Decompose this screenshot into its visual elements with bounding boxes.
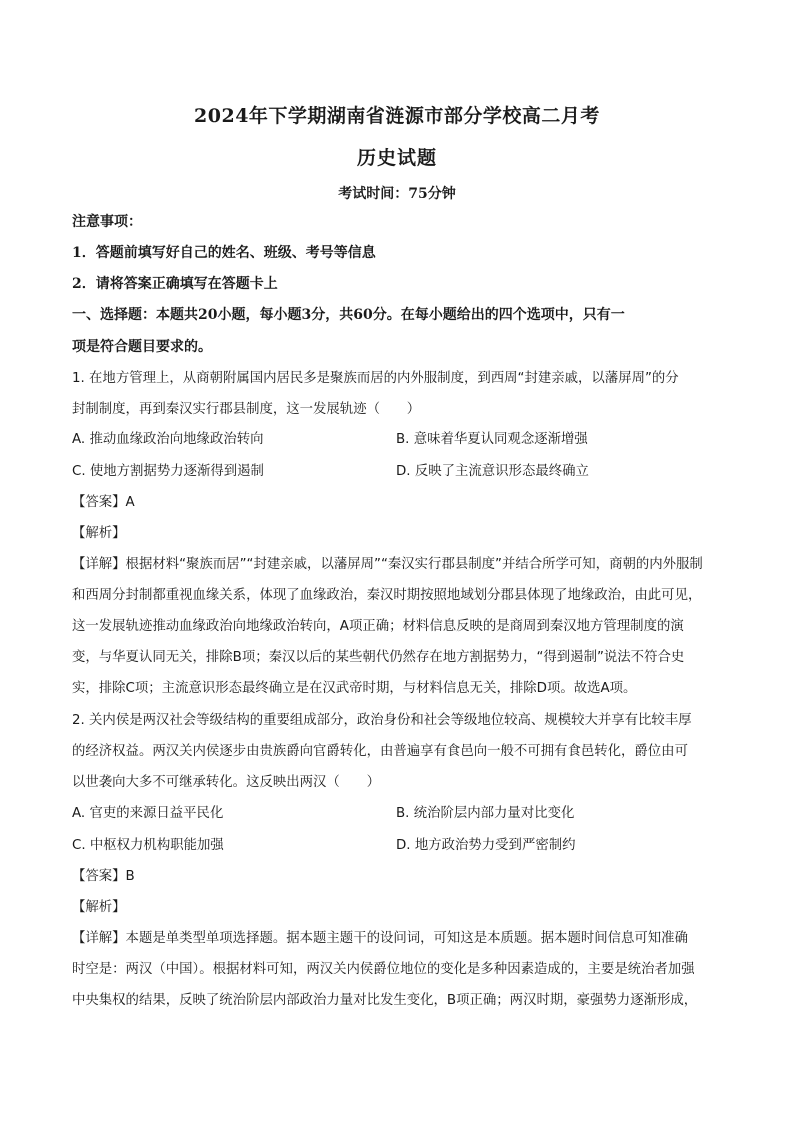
option-a: A. 官吏的来源日益平民化 [72,806,224,821]
question-stem: 2. 关内侯是两汉社会等级结构的重要组成部分，政治身份和社会等级地位较高、规模较大并享有比较丰厚 [72,713,692,728]
section-heading: 项是符合题目要求的。 [72,339,212,355]
option-d: D. 反映了主流意识形态最终确立 [396,464,589,479]
option-d: D. 地方政治势力受到严密制约 [396,838,576,853]
analysis-text: 【详解】本题是单类型单项选择题。据本题主题干的设问词，可知这是本质题。据本题时间信息可知准确 [72,931,688,946]
option-c: C. 中枢权力机构职能加强 [72,838,224,853]
analysis-text: 时空是：两汉（中国）。根据材料可知，两汉关内侯爵位地位的变化是多种因素造成的，主要是统治者加强 [72,962,695,977]
section-heading: 一、选择题：本题共20小题，每小题3分，共60分。在每小题给出的四个选项中，只有一 [72,307,625,323]
notes-item: 2．请将答案正确填写在答题卡上 [72,276,278,292]
answer: 【答案】B [72,869,135,884]
analysis-text: 中央集权的结果，反映了统治阶层内部政治力量对比发生变化，B项正确；两汉时期，豪强势力逐渐形成， [72,993,698,1008]
question-stem: 1. 在地方管理上，从商朝附属国内居民多是聚族而居的内外服制度，到西周“封建亲戚，以藩屏周”的分 [72,371,679,386]
analysis-text: 这一发展轨迹推动血缘政治向地缘政治转向，A项正确；材料信息反映的是商周到秦汉地方管理制度的演 [72,619,684,634]
option-b: B. 统治阶层内部力量对比变化 [396,806,575,821]
exam-time: 考试时间：75分钟 [338,186,456,202]
option-b: B. 意味着华夏认同观念逐渐增强 [396,432,588,447]
answer: 【答案】A [72,495,135,510]
analysis-text: 变，与华夏认同无关，排除B项；秦汉以后的某些朝代仍然存在地方割据势力，“得到遏制”说法不符合史 [72,650,685,665]
question-stem: 的经济权益。两汉关内侯逐步由贵族爵向官爵转化，由普遍享有食邑向一般不可拥有食邑转化，爵位由可 [72,744,688,759]
notes-heading: 注意事项： [72,214,142,230]
question-stem: 封制制度，再到秦汉实行郡县制度，这一发展轨迹（ ） [72,402,421,417]
notes-item: 1．答题前填写好自己的姓名、班级、考号等信息 [72,245,376,261]
analysis-label: 【解析】 [72,900,126,915]
exam-title: 2024年下学期湖南省涟源市部分学校高二月考 [194,105,600,127]
option-c: C. 使地方割据势力逐渐得到遏制 [72,464,264,479]
analysis-text: 【详解】根据材料“聚族而居”“封建亲戚，以藩屏周”“秦汉实行郡县制度”并结合所学可知，商朝的内外服制 [72,557,703,572]
subject-title: 历史试题 [356,147,437,169]
question-stem: 以世袭向大多不可继承转化。这反映出两汉（ ） [72,775,380,790]
analysis-label: 【解析】 [72,526,126,541]
analysis-text: 和西周分封制都重视血缘关系，体现了血缘政治，秦汉时期按照地域划分郡县体现了地缘政治，由此可见， [72,588,702,603]
analysis-text: 实，排除C项；主流意识形态最终确立是在汉武帝时期，与材料信息无关，排除D项。故选A项。 [72,681,637,696]
option-a: A. 推动血缘政治向地缘政治转向 [72,432,264,447]
